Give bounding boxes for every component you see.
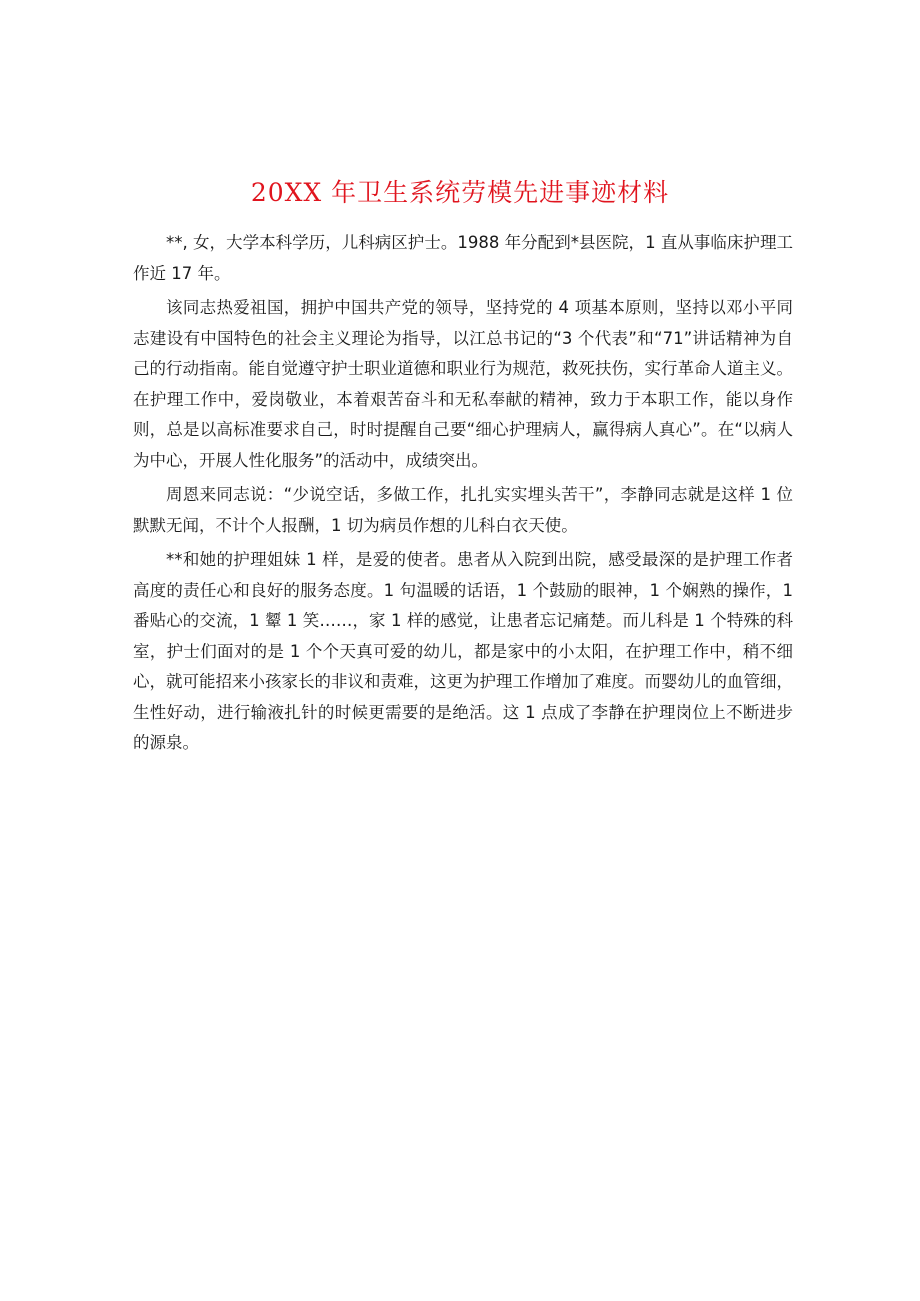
paragraph-quote: 周恩来同志说：“少说空话，多做工作，扎扎实实埋头苦干”，李静同志就是这样 1 位默默无闻，不计个人报酬，1 切为病员作想的儿科白衣天使。	[133, 485, 793, 535]
paragraph-intro: **, 女，大学本科学历，儿科病区护士。1988 年分配到*县医院，1 直从事临床护理工作近 17 年。	[133, 233, 793, 283]
paragraph-political-stance: 该同志热爱祖国，拥护中国共产党的领导，坚持党的 4 项基本原则，坚持以邓小平同志建设有中国特色的社会主义理论为指导，以江总书记的“3 个代表”和“71”讲话精神为自己的行动指南。能自觉遵守护士职业道德和职业行为规范，救死扶伤，实行革命人道主义。在护理工作中，爱岗敬业，本着艰苦奋斗和无私奉献的精神，致力于本职工作，能以身作则，总是以高标准要求自己，时时提醒自己要“细心护理病人，赢得病人真心”。在“以病人为中心，开展人性化服务”的活动中，成绩突出。	[133, 298, 793, 470]
document-title: 20XX 年卫生系统劳模先进事迹材料	[250, 178, 670, 207]
paragraph-care-work: **和她的护理姐妹 1 样，是爱的使者。患者从入院到出院，感受最深的是护理工作者高度的责任心和良好的服务态度。1 句温暖的话语，1 个鼓励的眼神，1 个娴熟的操作，1 番贴心的交流，1 颦 1 笑……，家 1 样的感觉，让患者忘记痛楚。而儿科是 1 个特殊的科室，护士们面对的是 1 个个天真可爱的幼儿，都是家中的小太阳，在护理工作中，稍不细心，就可能招来小孩家长的非议和责难，这更为护理工作增加了难度。而婴幼儿的血管细，生性好动，进行输液扎针的时候更需要的是绝活。这 1 点成了李静在护理岗位上不断进步的源泉。	[133, 550, 793, 752]
document-body	[133, 228, 793, 763]
